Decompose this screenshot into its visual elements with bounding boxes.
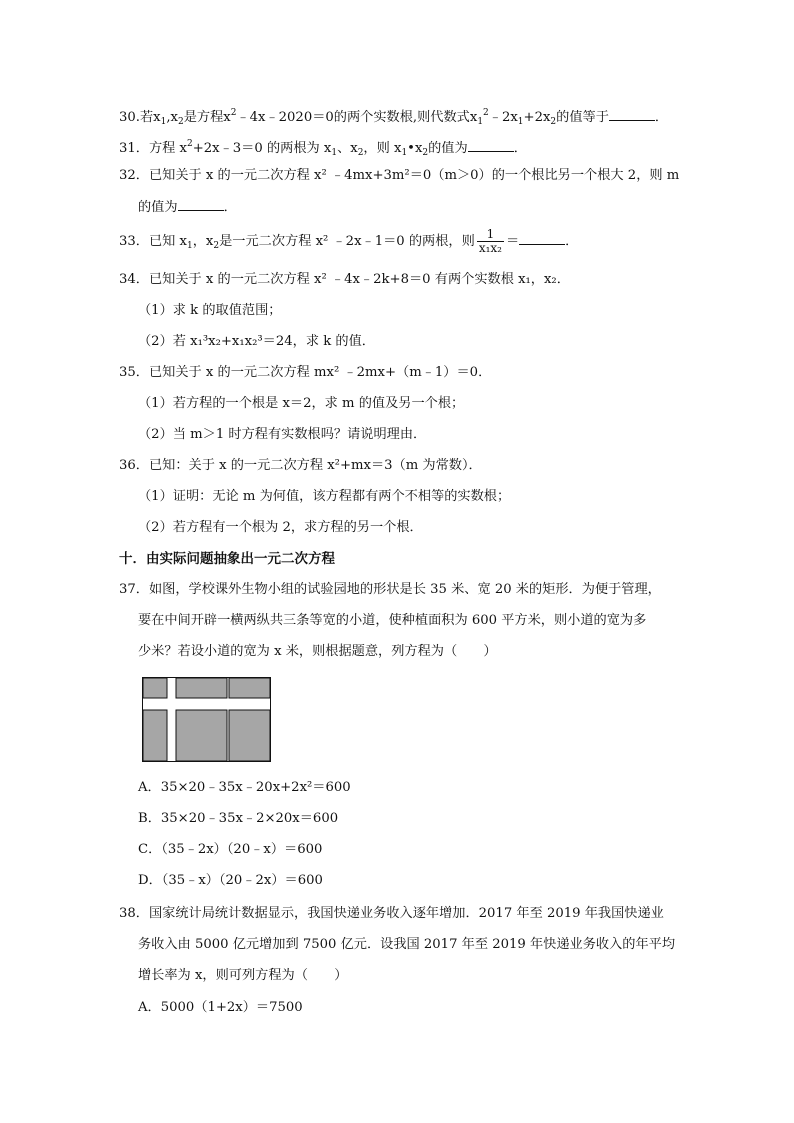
text: 若x bbox=[139, 110, 161, 125]
question-32 bbox=[119, 166, 679, 186]
text: ,x bbox=[166, 110, 178, 125]
question-text: 已知关于 x 的一元二次方程 x² ﹣4mx+3m²＝0（m＞0）的一个根比另一个根大 2，则 m bbox=[148, 168, 680, 183]
option-c[interactable]: C．（35﹣2x）（20﹣x）＝600 bbox=[138, 842, 323, 857]
question-35-part-1: （1）若方程的一个根是 x＝2，求 m 的值及另一个根； bbox=[138, 396, 465, 411]
question-37-line3: 少米？若设小道的宽为 x 米，则根据题意，列方程为（ ） bbox=[138, 644, 497, 659]
question-36-part-1: （1）证明：无论 m 为何值，该方程都有两个不相等的实数根； bbox=[138, 489, 511, 504]
answer-blank[interactable] bbox=[519, 231, 565, 245]
question-36-part-2: （2）若方程有一个根为 2，求方程的另一个根． bbox=[138, 520, 423, 535]
text: ﹣4x﹣2020＝0的两个实数根,则代数式x bbox=[236, 110, 478, 125]
answer-blank[interactable] bbox=[609, 107, 655, 121]
fraction-denominator: x₁x₂ bbox=[478, 241, 502, 255]
question-number: 35． bbox=[119, 365, 149, 380]
fraction-numerator: 1 bbox=[477, 228, 504, 242]
question-number: 38． bbox=[119, 906, 149, 921]
question-number: 33． bbox=[119, 234, 149, 249]
garden-plot-figure bbox=[142, 677, 272, 763]
text: +2x﹣3＝0 的两根为 x bbox=[192, 141, 332, 156]
text: 是方程x bbox=[183, 110, 231, 125]
question-text: 如图，学校课外生物小组的试验园地的形状是长 35 米、宽 20 米的矩形．为便于管理， bbox=[148, 582, 661, 597]
question-text: 已知关于 x 的一元二次方程 x² ﹣4x﹣2k+8＝0 有两个实数根 x₁，x₂． bbox=[148, 272, 570, 287]
text: ﹣2x bbox=[488, 110, 518, 125]
question-31: 31．方程 $x^2+2x﹣3=0$ 的两根为 $x_1$、$x_2$，则 $x_1•x_2$的值为 ． bbox=[119, 139, 527, 158]
question-number: 32． bbox=[119, 168, 149, 183]
section-title: 十．由实际问题抽象出一元二次方程 bbox=[119, 551, 335, 567]
question-number: 30. bbox=[119, 110, 140, 125]
answer-blank[interactable] bbox=[468, 138, 514, 152]
option-a[interactable]: A．35×20﹣35x﹣20x+2x²＝600 bbox=[138, 780, 351, 795]
question-32-line2 bbox=[138, 197, 237, 218]
question-36 bbox=[119, 456, 482, 476]
text: ． bbox=[513, 141, 527, 156]
question-number: 34． bbox=[119, 272, 149, 287]
plot-top-right bbox=[229, 678, 270, 698]
text: 的值为 bbox=[428, 141, 468, 156]
question-38-line2: 务收入由 5000 亿元增加到 7500 亿元．设我国 2017 年至 2019 年快递业务收入的年平均 bbox=[138, 937, 676, 952]
question-34-part-2: （2）若 x₁³x₂+x₁x₂³＝24，求 k 的值． bbox=[138, 334, 375, 349]
question-number: 37． bbox=[119, 582, 149, 597]
text: •x bbox=[407, 141, 423, 156]
question-38 bbox=[119, 904, 664, 924]
question-number: 31． bbox=[119, 141, 149, 156]
question-37-line2: 要在中间开辟一横两纵共三条等宽的小道，使种植面积为 600 平方米，则小道的宽为多 bbox=[138, 613, 647, 628]
question-38-line3: 增长率为 x，则可列方程为（ ） bbox=[138, 968, 348, 983]
text: 已知 x bbox=[148, 234, 187, 249]
fraction bbox=[477, 228, 504, 255]
question-34 bbox=[119, 270, 570, 290]
option-a[interactable]: A．5000（1+2x）＝7500 bbox=[138, 1000, 303, 1015]
text: 是一元二次方程 x² ﹣2x﹣1＝0 的两根，则 bbox=[219, 234, 475, 249]
text: ＝ bbox=[505, 234, 520, 249]
text: +2x bbox=[523, 110, 551, 125]
question-text: 已知关于 x 的一元二次方程 mx² ﹣2mx+（m﹣1）＝0． bbox=[148, 365, 492, 380]
plot-top-left bbox=[143, 678, 167, 698]
text: 方程 x bbox=[148, 141, 187, 156]
question-text: 国家统计局统计数据显示，我国快递业务收入逐年增加．2017 年至 2019 年我国快递业 bbox=[148, 906, 664, 921]
text: ，则 x bbox=[363, 141, 402, 156]
text: ． bbox=[223, 200, 237, 215]
text: 、x bbox=[337, 141, 358, 156]
answer-blank[interactable] bbox=[178, 197, 224, 211]
question-35 bbox=[119, 363, 491, 383]
question-34-part-1: （1）求 k 的取值范围； bbox=[138, 303, 282, 318]
question-35-part-2: （2）当 m＞1 时方程有实数根吗？请说明理由． bbox=[138, 427, 427, 442]
question-text: 已知：关于 x 的一元二次方程 x²+mx＝3（m 为常数）． bbox=[148, 458, 482, 473]
plot-top-middle bbox=[176, 678, 227, 698]
plot-bottom-right bbox=[229, 710, 270, 761]
option-d[interactable]: D．（35﹣x）（20﹣2x）＝600 bbox=[138, 873, 323, 888]
plot-bottom-middle bbox=[176, 710, 227, 761]
option-b[interactable]: B．35×20﹣35x﹣2×20x＝600 bbox=[138, 811, 339, 826]
text: 的值为 bbox=[138, 200, 178, 215]
text: ． bbox=[565, 234, 579, 249]
question-number: 36． bbox=[119, 458, 149, 473]
question-33: 33．已知 $x_1$，$x_2$是一元二次方程 x² ﹣2x﹣1＝0 的两根，则 $\frac{1}{\text{x₁x₂}}$ ＝ ． bbox=[119, 227, 579, 255]
text: 的值等于 bbox=[556, 110, 609, 125]
question-30: 30.若$x_1,x_2$是方程$x^2﹣4x﹣2020=0$的两个实数根,则代数式$x_1^2﹣2x_1+2x_2$的值等于 ． bbox=[119, 108, 669, 127]
question-37 bbox=[119, 580, 661, 600]
plot-bottom-left bbox=[143, 710, 167, 761]
text: ，x bbox=[192, 234, 214, 249]
text: ． bbox=[654, 110, 669, 125]
